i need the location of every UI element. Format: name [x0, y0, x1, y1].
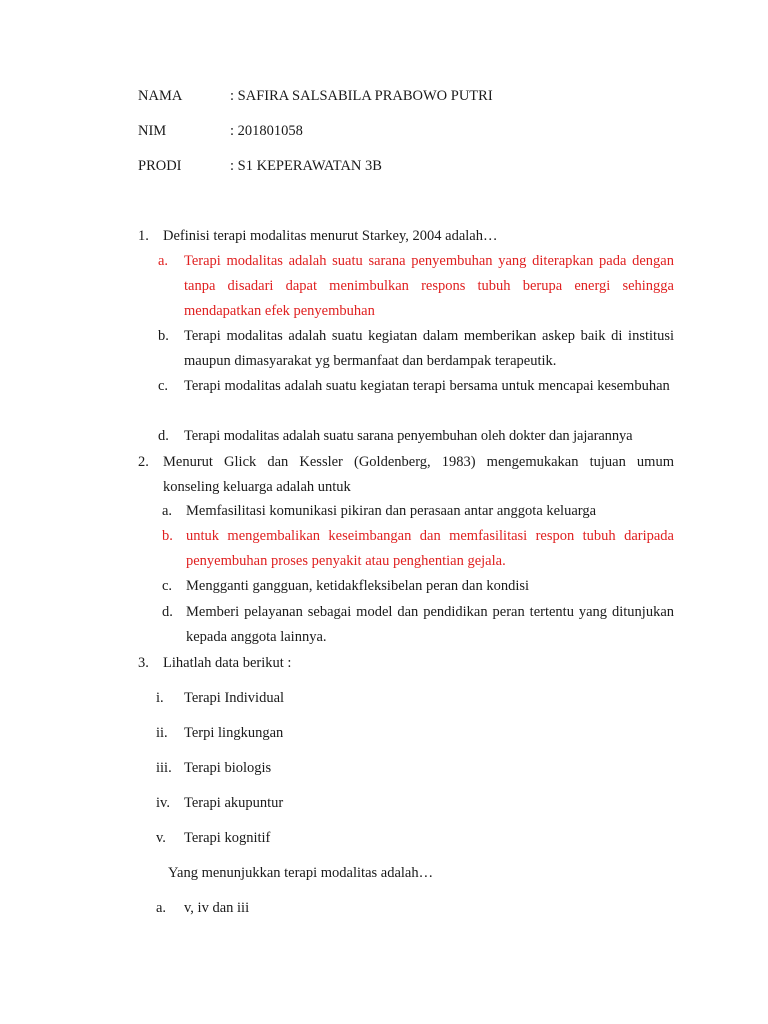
option-label: a. — [158, 253, 169, 269]
option-text: Memfasilitasi komunikasi pikiran dan perasaan antar anggota keluarga — [186, 503, 597, 519]
answer-label: a. — [156, 900, 167, 916]
answer-text: v, iv dan iii — [184, 900, 250, 916]
nim-value: : 201801058 — [230, 123, 303, 139]
item-text: Terapi kognitif — [184, 830, 271, 846]
item-text: Terapi biologis — [184, 760, 272, 776]
question-2 — [138, 450, 674, 500]
option-label: d. — [158, 428, 169, 444]
question-1-number: 1. — [138, 228, 149, 244]
option-label: d. — [162, 604, 173, 620]
item-label: iii. — [156, 760, 172, 776]
question-1-option-d — [138, 424, 674, 449]
question-2-number: 2. — [138, 454, 149, 470]
prodi-value: : S1 KEPERAWATAN 3B — [230, 158, 382, 174]
option-text: Mengganti gangguan, ketidakfleksibelan peran dan kondisi — [186, 578, 530, 594]
option-label: c. — [158, 378, 169, 394]
item-text: Terapi akupuntur — [184, 795, 284, 811]
option-label: a. — [162, 503, 173, 519]
question-2-text: Menurut Glick dan Kessler (Goldenberg, 1983) mengemukakan tujuan umum konseling keluarga adalah untuk — [163, 454, 674, 495]
item-text: Terapi Individual — [184, 690, 285, 706]
option-text: Terapi modalitas adalah suatu kegiatan dalam memberikan askep baik di institusi maupun dimasyarakat yg bermanfaat dan berdampak terapeutik. — [184, 328, 674, 369]
item-text: Terpi lingkungan — [184, 725, 284, 741]
nama-value: : SAFIRA SALSABILA PRABOWO PUTRI — [230, 88, 493, 104]
option-text: Terapi modalitas adalah suatu sarana penyembuhan oleh dokter dan jajarannya — [184, 428, 633, 444]
option-text: untuk mengembalikan keseimbangan dan memfasilitasi respon tubuh daripada penyembuhan proses penyakit atau penghentian gejala. — [186, 528, 674, 569]
option-label: b. — [162, 528, 173, 544]
item-label: ii. — [156, 725, 168, 741]
question-3-number: 3. — [138, 655, 149, 671]
question-3 — [138, 651, 674, 676]
option-label: b. — [158, 328, 169, 344]
item-label: i. — [156, 690, 164, 706]
question-1 — [138, 224, 674, 249]
question-2-option-b — [138, 524, 674, 574]
question-2-option-a — [138, 499, 674, 524]
option-text: Terapi modalitas adalah suatu kegiatan terapi bersama untuk mencapai kesembuhan — [184, 378, 670, 394]
question-3-text: Lihatlah data berikut : — [163, 655, 292, 671]
question-2-option-d — [138, 600, 674, 650]
question-1-option-c — [138, 374, 674, 399]
nim-label: NIM — [138, 123, 167, 139]
option-text: Terapi modalitas adalah suatu sarana penyembuhan yang diterapkan pada dengan tanpa disadari dapat menimbulkan respons tubuh berupa energi sehingga mendapatkan efek penyembuhan — [184, 253, 674, 319]
option-label: c. — [162, 578, 173, 594]
question-2-option-c — [138, 574, 674, 599]
item-label: iv. — [156, 795, 170, 811]
item-label: v. — [156, 830, 166, 846]
prodi-label: PRODI — [138, 158, 182, 174]
question-1-option-a — [138, 249, 674, 324]
option-text: Memberi pelayanan sebagai model dan pendidikan peran tertentu yang ditunjukan kepada anggota lainnya. — [186, 604, 674, 645]
question-1-option-b — [138, 324, 674, 374]
question-1-text: Definisi terapi modalitas menurut Starkey, 2004 adalah… — [163, 228, 498, 244]
question-3-prompt: Yang menunjukkan terapi modalitas adalah… — [168, 865, 434, 881]
nama-label: NAMA — [138, 88, 183, 104]
